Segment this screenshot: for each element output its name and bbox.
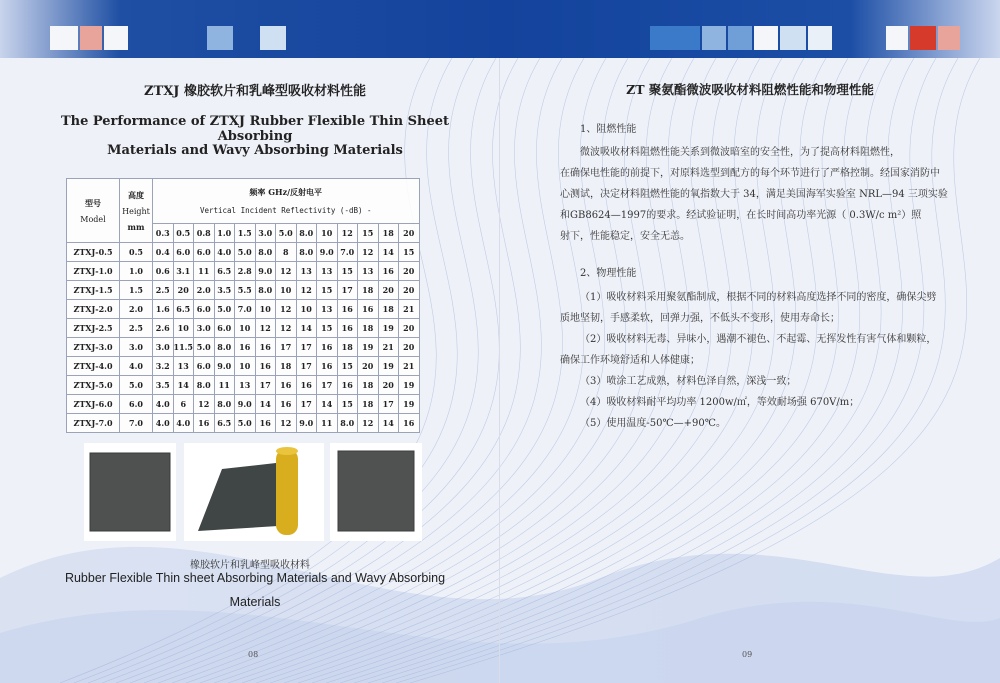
value-cell: 16 xyxy=(337,376,358,395)
value-cell: 8.0 xyxy=(214,338,235,357)
value-cell: 4.0 xyxy=(173,414,194,433)
value-cell: 6.5 xyxy=(214,414,235,433)
table-row xyxy=(67,414,420,433)
value-cell: 19 xyxy=(378,319,399,338)
value-cell: 15 xyxy=(337,395,358,414)
value-cell: 20 xyxy=(399,319,420,338)
value-cell: 12 xyxy=(358,414,379,433)
value-cell: 5.0 xyxy=(235,414,256,433)
value-cell: 16 xyxy=(235,338,256,357)
height-cell: 2.0 xyxy=(120,300,153,319)
frequency-cell: 1.0 xyxy=(214,224,235,243)
value-cell: 16 xyxy=(399,414,420,433)
value-cell: 18 xyxy=(276,357,297,376)
value-cell: 12 xyxy=(276,300,297,319)
value-cell: 9.0 xyxy=(235,395,256,414)
value-cell: 3.5 xyxy=(214,281,235,300)
value-cell: 17 xyxy=(317,376,338,395)
value-cell: 2.6 xyxy=(153,319,174,338)
frequency-cell: 3.0 xyxy=(255,224,276,243)
value-cell: 16 xyxy=(358,300,379,319)
value-cell: 9.0 xyxy=(214,357,235,376)
value-cell: 14 xyxy=(296,319,317,338)
frequency-cell: 5.0 xyxy=(276,224,297,243)
value-cell: 16 xyxy=(317,338,338,357)
banner-square xyxy=(104,26,128,50)
value-cell: 16 xyxy=(296,376,317,395)
paragraph-line: 确保工作环境舒适和人体健康； xyxy=(560,355,700,366)
value-cell: 4.0 xyxy=(214,243,235,262)
value-cell: 5.0 xyxy=(235,243,256,262)
header-frequency-en: Vertical Incident Reflectivity (-dB) - xyxy=(199,206,372,215)
table-row xyxy=(67,395,420,414)
page-number-right: 09 xyxy=(742,650,753,659)
value-cell: 19 xyxy=(358,338,379,357)
value-cell: 20 xyxy=(173,281,194,300)
model-cell: ZTXJ-0.5 xyxy=(67,243,120,262)
banner-square xyxy=(702,26,726,50)
value-cell: 14 xyxy=(378,243,399,262)
model-cell: ZTXJ-5.0 xyxy=(67,376,120,395)
value-cell: 9.0 xyxy=(317,243,338,262)
value-cell: 9.0 xyxy=(296,414,317,433)
header-frequency xyxy=(153,179,420,224)
left-title-cn: ZTXJ 橡胶软片和乳峰型吸收材料性能 xyxy=(144,84,366,99)
banner-square xyxy=(728,26,752,50)
table-row xyxy=(67,319,420,338)
frequency-cell: 12 xyxy=(337,224,358,243)
value-cell: 6.0 xyxy=(194,357,215,376)
value-cell: 6.0 xyxy=(214,319,235,338)
paragraph-line: 射下，性能稳定，安全无恙。 xyxy=(560,231,690,242)
height-cell: 4.0 xyxy=(120,357,153,376)
header-model-cn: 型号 xyxy=(85,197,101,208)
caption-en-line2: Materials xyxy=(229,595,281,609)
top-banner xyxy=(0,0,1000,58)
value-cell: 19 xyxy=(378,357,399,376)
value-cell: 16 xyxy=(276,376,297,395)
caption-en-line1: Rubber Flexible Thin sheet Absorbing Materials and Wavy Absorbing xyxy=(64,571,446,585)
frequency-cell: 18 xyxy=(378,224,399,243)
value-cell: 18 xyxy=(358,395,379,414)
value-cell: 15 xyxy=(317,319,338,338)
value-cell: 3.2 xyxy=(153,357,174,376)
model-cell: ZTXJ-1.0 xyxy=(67,262,120,281)
page-number-left: 08 xyxy=(248,650,259,659)
header-height-unit: mm xyxy=(127,221,145,232)
height-cell: 1.5 xyxy=(120,281,153,300)
banner-square xyxy=(886,26,908,50)
banner-square xyxy=(780,26,806,50)
header-model xyxy=(67,179,120,243)
value-cell: 10 xyxy=(235,319,256,338)
value-cell: 20 xyxy=(399,262,420,281)
value-cell: 10 xyxy=(276,281,297,300)
value-cell: 8.0 xyxy=(337,414,358,433)
value-cell: 2.5 xyxy=(153,281,174,300)
value-cell: 15 xyxy=(399,243,420,262)
value-cell: 16 xyxy=(378,262,399,281)
value-cell: 3.5 xyxy=(153,376,174,395)
height-cell: 0.5 xyxy=(120,243,153,262)
banner-square xyxy=(808,26,832,50)
value-cell: 17 xyxy=(378,395,399,414)
header-height-en: Height xyxy=(122,206,150,216)
model-cell: ZTXJ-4.0 xyxy=(67,357,120,376)
value-cell: 13 xyxy=(296,262,317,281)
value-cell: 12 xyxy=(276,262,297,281)
frequency-cell: 15 xyxy=(358,224,379,243)
paragraph-line: （1）吸收材料采用聚氨酯制成，根据不同的材料高度选择不同的密度，确保尖劈 xyxy=(580,292,937,303)
value-cell: 17 xyxy=(337,281,358,300)
header-height-cn: 高度 xyxy=(128,189,144,200)
value-cell: 16 xyxy=(255,414,276,433)
table-row xyxy=(67,300,420,319)
value-cell: 12 xyxy=(276,414,297,433)
value-cell: 21 xyxy=(399,300,420,319)
table-row xyxy=(67,357,420,376)
frequency-cell: 0.8 xyxy=(194,224,215,243)
wavy-image xyxy=(330,443,422,541)
banner-square xyxy=(50,26,78,50)
paragraph-line: 在确保电性能的前提下，对原料选型到配方的每个环节进行了严格控制。经国家消防中 xyxy=(560,168,940,179)
value-cell: 16 xyxy=(194,414,215,433)
height-cell: 6.0 xyxy=(120,395,153,414)
value-cell: 14 xyxy=(173,376,194,395)
value-cell: 21 xyxy=(399,357,420,376)
value-cell: 5.0 xyxy=(194,338,215,357)
value-cell: 7.0 xyxy=(235,300,256,319)
value-cell: 11.5 xyxy=(173,338,194,357)
table-header-row xyxy=(67,179,420,224)
value-cell: 8.0 xyxy=(255,243,276,262)
frequency-cell: 20 xyxy=(399,224,420,243)
value-cell: 20 xyxy=(378,376,399,395)
value-cell: 6 xyxy=(173,395,194,414)
value-cell: 19 xyxy=(399,376,420,395)
table-row xyxy=(67,243,420,262)
value-cell: 16 xyxy=(276,395,297,414)
height-cell: 1.0 xyxy=(120,262,153,281)
value-cell: 14 xyxy=(378,414,399,433)
value-cell: 6.0 xyxy=(194,243,215,262)
value-cell: 16 xyxy=(337,300,358,319)
value-cell: 4.0 xyxy=(153,414,174,433)
value-cell: 20 xyxy=(399,338,420,357)
value-cell: 8.0 xyxy=(214,395,235,414)
value-cell: 18 xyxy=(337,338,358,357)
height-cell: 5.0 xyxy=(120,376,153,395)
value-cell: 6.0 xyxy=(173,243,194,262)
roll-image xyxy=(184,443,324,541)
value-cell: 12 xyxy=(276,319,297,338)
model-cell: ZTXJ-1.5 xyxy=(67,281,120,300)
header-model-en: Model xyxy=(80,214,106,224)
banner-square xyxy=(207,26,233,50)
table-row xyxy=(67,376,420,395)
frequency-cell: 10 xyxy=(317,224,338,243)
product-photo-roll xyxy=(184,443,324,541)
banner-square xyxy=(80,26,102,50)
value-cell: 7.0 xyxy=(337,243,358,262)
paragraph-line: （4）吸收材料耐平均功率 1200w/㎡，等效耐场强 670V/m； xyxy=(580,397,860,408)
value-cell: 11 xyxy=(214,376,235,395)
header-frequency-cn: 频率 GHz/反射电平 xyxy=(249,187,323,197)
height-cell: 7.0 xyxy=(120,414,153,433)
value-cell: 20 xyxy=(358,357,379,376)
value-cell: 16 xyxy=(255,338,276,357)
model-cell: ZTXJ-2.0 xyxy=(67,300,120,319)
value-cell: 6.5 xyxy=(214,262,235,281)
value-cell: 19 xyxy=(399,395,420,414)
value-cell: 16 xyxy=(317,357,338,376)
value-cell: 20 xyxy=(399,281,420,300)
sheet-image xyxy=(84,443,176,541)
section1-body xyxy=(560,145,950,250)
value-cell: 14 xyxy=(317,395,338,414)
value-cell: 5.5 xyxy=(235,281,256,300)
value-cell: 18 xyxy=(378,300,399,319)
table-row xyxy=(67,338,420,357)
value-cell: 8 xyxy=(276,243,297,262)
model-cell: ZTXJ-2.5 xyxy=(67,319,120,338)
value-cell: 3.1 xyxy=(173,262,194,281)
value-cell: 11 xyxy=(194,262,215,281)
frequency-cell: 1.5 xyxy=(235,224,256,243)
header-height xyxy=(120,179,153,243)
value-cell: 8.0 xyxy=(296,243,317,262)
value-cell: 17 xyxy=(296,357,317,376)
model-cell: ZTXJ-3.0 xyxy=(67,338,120,357)
paragraph-line: （3）喷涂工艺成熟，材料色泽自然，深浅一致； xyxy=(580,376,797,387)
value-cell: 11 xyxy=(317,414,338,433)
value-cell: 12 xyxy=(358,243,379,262)
value-cell: 10 xyxy=(173,319,194,338)
paragraph-line: 心测试，决定材料阻燃性能的氧指数大于 34，满足美国海军实验室 NRL—94 三项实验 xyxy=(560,189,948,200)
caption-cn: 橡胶软片和乳峰型吸收材料 xyxy=(190,560,310,571)
value-cell: 15 xyxy=(337,357,358,376)
value-cell: 13 xyxy=(235,376,256,395)
value-cell: 8.0 xyxy=(194,376,215,395)
value-cell: 16 xyxy=(337,319,358,338)
table-row xyxy=(67,262,420,281)
banner-square xyxy=(910,26,936,50)
paragraph-line: 微波吸收材料阻燃性能关系到微波暗室的安全性，为了提高材料阻燃性， xyxy=(580,147,900,158)
value-cell: 3.0 xyxy=(194,319,215,338)
value-cell: 6.0 xyxy=(194,300,215,319)
value-cell: 13 xyxy=(173,357,194,376)
right-title: ZT 聚氨酯微波吸收材料阻燃性能和物理性能 xyxy=(626,82,874,97)
value-cell: 20 xyxy=(378,281,399,300)
paragraph-line: 质地坚韧，手感柔软，回弹力强，不低头不变形，使用寿命长； xyxy=(560,313,840,324)
value-cell: 3.0 xyxy=(153,338,174,357)
value-cell: 12 xyxy=(296,281,317,300)
value-cell: 13 xyxy=(358,262,379,281)
value-cell: 10 xyxy=(255,300,276,319)
value-cell: 15 xyxy=(337,262,358,281)
value-cell: 14 xyxy=(255,395,276,414)
value-cell: 12 xyxy=(194,395,215,414)
value-cell: 15 xyxy=(317,281,338,300)
value-cell: 16 xyxy=(255,357,276,376)
section2-body xyxy=(560,290,950,437)
height-cell: 2.5 xyxy=(120,319,153,338)
value-cell: 18 xyxy=(358,319,379,338)
paragraph-line: （2）吸收材料无毒、异味小，遇潮不褪色、不起霉、无挥发性有害气体和颗粒， xyxy=(580,334,937,345)
product-photo-wavy xyxy=(330,443,422,541)
banner-square xyxy=(260,26,286,50)
product-photo-sheet xyxy=(84,443,176,541)
value-cell: 13 xyxy=(317,262,338,281)
spread-divider xyxy=(499,58,500,683)
paragraph-line: 和GB8624—1997的要求。经试验证明，在长时间高功率光源（ 0.3W/c m²）照 xyxy=(560,210,922,221)
value-cell: 2.8 xyxy=(235,262,256,281)
banner-square xyxy=(650,26,700,50)
frequency-cell: 0.3 xyxy=(153,224,174,243)
value-cell: 18 xyxy=(358,376,379,395)
banner-square xyxy=(938,26,960,50)
value-cell: 12 xyxy=(255,319,276,338)
value-cell: 17 xyxy=(296,395,317,414)
table-row xyxy=(67,281,420,300)
model-cell: ZTXJ-6.0 xyxy=(67,395,120,414)
value-cell: 21 xyxy=(378,338,399,357)
value-cell: 9.0 xyxy=(255,262,276,281)
height-cell: 3.0 xyxy=(120,338,153,357)
section2-heading: 2、物理性能 xyxy=(580,268,637,279)
value-cell: 17 xyxy=(255,376,276,395)
value-cell: 0.6 xyxy=(153,262,174,281)
value-cell: 5.0 xyxy=(214,300,235,319)
paragraph-line: （5）使用温度-50℃—+90℃。 xyxy=(580,418,726,429)
section1-heading: 1、阻燃性能 xyxy=(580,124,637,135)
left-title-en-line1: The Performance of ZTXJ Rubber Flexible Thin Sheet Absorbing xyxy=(60,114,450,144)
model-cell: ZTXJ-7.0 xyxy=(67,414,120,433)
value-cell: 10 xyxy=(235,357,256,376)
frequency-cell: 0.5 xyxy=(173,224,194,243)
value-cell: 18 xyxy=(358,281,379,300)
banner-square xyxy=(754,26,778,50)
value-cell: 0.4 xyxy=(153,243,174,262)
value-cell: 13 xyxy=(317,300,338,319)
frequency-cell: 8.0 xyxy=(296,224,317,243)
value-cell: 6.5 xyxy=(173,300,194,319)
value-cell: 17 xyxy=(276,338,297,357)
value-cell: 10 xyxy=(296,300,317,319)
value-cell: 2.0 xyxy=(194,281,215,300)
value-cell: 1.6 xyxy=(153,300,174,319)
value-cell: 4.0 xyxy=(153,395,174,414)
value-cell: 17 xyxy=(296,338,317,357)
left-title-en-line2: Materials and Wavy Absorbing Materials xyxy=(107,143,403,158)
value-cell: 8.0 xyxy=(255,281,276,300)
performance-table xyxy=(66,178,420,433)
